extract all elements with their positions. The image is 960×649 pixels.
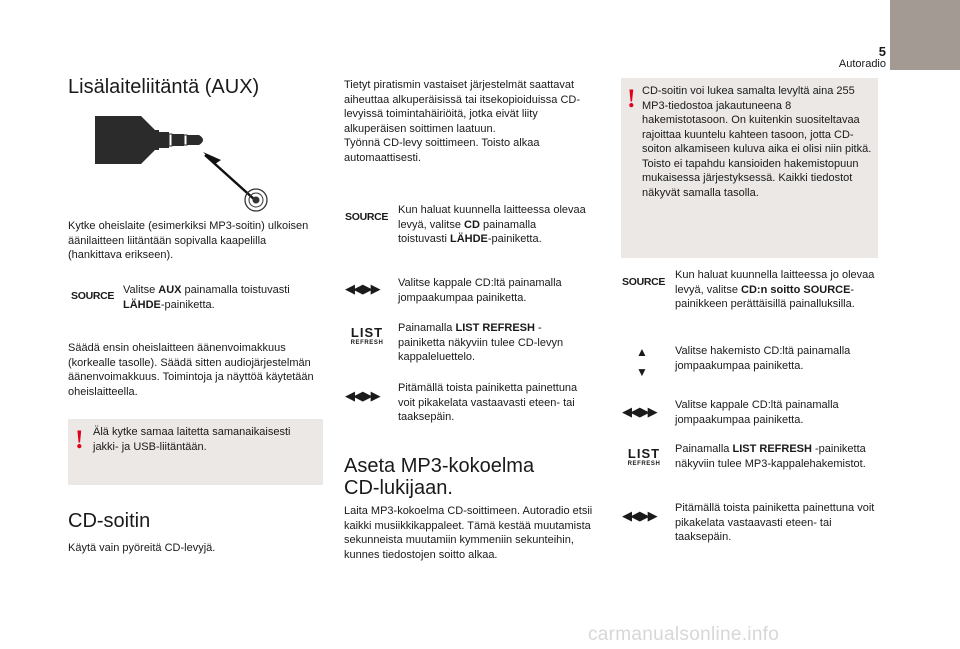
mp3-source-instruction: Kun haluat kuunnella laitteessa jo olevaa levyä, valitse CD:n soitto SOURCE-painikkeen perättäisillä painalluksilla. [675, 269, 875, 310]
cd-hold-text: Pitämällä toista painiketta painettuna voit pikakelata vastaavasti eteen- tai taaksepäin. [398, 382, 578, 423]
cd-track-text: Valitse kappale CD:ltä painamalla jompaakumpaa painiketta. [398, 277, 562, 304]
prev-next-icon: ◀◀ ▶▶ [345, 281, 379, 296]
cd-piracy-text: Tietyt piratismin vastaiset järjestelmät saattavat aiheuttaa alkuperäisissä tai itsekopioiduissa CD-levyissä toimintahäiriöitä, jotka eivät liity alkuperäisen soittimen laatuun. [344, 79, 581, 135]
list-refresh-icon: LIST REFRESH [350, 325, 384, 346]
folder-up-icon: ▲ [636, 345, 648, 359]
aux-intro: Kytke oheislaite (esimerkiksi MP3-soitin) ulkoisen äänilaitteen liitäntään sopivalla kaapelilla (hankittava erikseen). [68, 220, 309, 261]
warning-exclamation-icon: ! [75, 425, 84, 454]
folder-down-icon: ▼ [636, 365, 648, 379]
cd-intro: Käytä vain pyöreitä CD-levyjä. [68, 542, 216, 554]
cd-list-text: Painamalla LIST REFRESH -painiketta näkyviin tulee CD-levyn kappaleluettelo. [398, 322, 564, 363]
prev-next-icon: ◀◀ ▶▶ [622, 508, 656, 523]
cd-title: CD-soitin [68, 510, 151, 532]
section-label: Autoradio [838, 58, 886, 70]
source-button-icon: SOURCE [345, 211, 389, 223]
page-number: 5 [878, 44, 886, 59]
watermark: carmanualsonline.info [588, 624, 780, 645]
aux-warning-text: Älä kytke samaa laitetta samanaikaisesti jakki- ja USB-liitäntään. [93, 426, 291, 453]
info-exclamation-icon: ! [627, 84, 636, 113]
chapter-tab [890, 0, 960, 70]
aux-title: Lisälaiteliitäntä (AUX) [68, 76, 260, 98]
mp3-title: Aseta MP3-kokoelma CD-lukijaan. [344, 455, 535, 499]
mp3-info-text: CD-soitin voi lukea samalta levyltä aina 255 MP3-tiedostoa jakautuneena 8 hakemistotasoon. On kuitenkin suositeltavaa rajoittaa kuuntelu kahteen tasoon, jotta CD-soiton alkamiseen kuluva aika ei olisi niin pitkä. Toisto ei tapahdu kansioiden hakemistopuun mukaisessa järjestyksessä. Kaikki tiedostot näkyvät samalla tasolla. [642, 85, 872, 199]
prev-next-icon: ◀◀ ▶▶ [622, 404, 656, 419]
mp3-list-text: Painamalla LIST REFRESH -painiketta näkyviin tulee MP3-kappalehakemistot. [675, 443, 866, 470]
prev-next-icon: ◀◀ ▶▶ [345, 388, 379, 403]
aux-volume-text: Säädä ensin oheislaitteen äänenvoimakkuus (korkealle tasolle). Säädä sitten audiojärjestelmän äänenvoimakkuus. Toimintoja ja näyttöä käytetään oheislaitteella. [68, 342, 314, 398]
list-refresh-icon: LIST REFRESH [627, 446, 661, 467]
mp3-track-text: Valitse kappale CD:ltä painamalla jompaakumpaa painiketta. [675, 399, 839, 426]
source-button-icon: SOURCE [622, 276, 666, 288]
aux-select-instruction: Valitse AUX painamalla toistuvasti LÄHDE-painiketta. [123, 284, 290, 311]
mp3-hold-text: Pitämällä toista painiketta painettuna voit pikakelata vastaavasti eteen- tai taaksepäin. [675, 502, 875, 543]
mp3-intro: Laita MP3-kokoelma CD-soittimeen. Autoradio etsii kaikki musiikkikappaleet. Tämä kestää muutamista sekunneista muutamiin kymmeniin sekunteihin, kunnes tiedostojen soitto alkaa. [344, 505, 593, 561]
cd-insert-text: Työnnä CD-levy soittimeen. Toisto alkaa automaattisesti. [344, 137, 540, 164]
cd-source-instruction: Kun haluat kuunnella laitteessa olevaa levyä, valitse CD painamalla toistuvasti LÄHDE-painiketta. [398, 204, 586, 245]
source-button-icon: SOURCE [71, 290, 115, 302]
jack-plug-illustration [95, 110, 275, 215]
mp3-folder-text: Valitse hakemisto CD:ltä painamalla jompaakumpaa painiketta. [675, 345, 851, 372]
